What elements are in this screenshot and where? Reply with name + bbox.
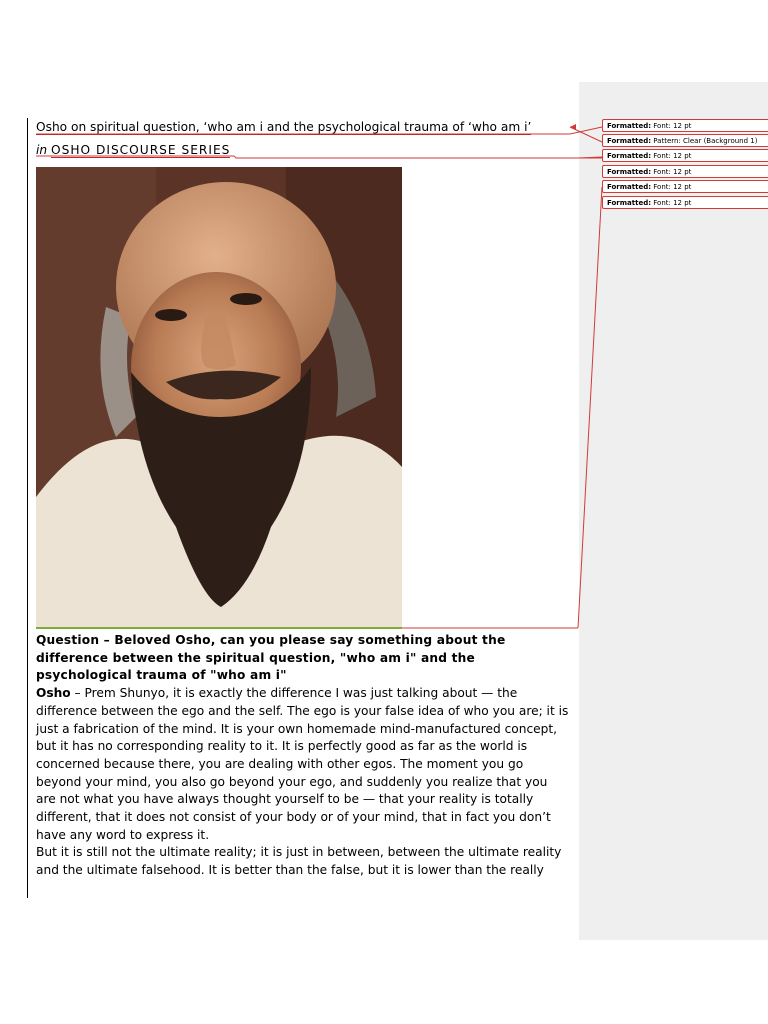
series-prefix: in [36, 143, 48, 157]
balloon-label: Formatted: [607, 122, 652, 130]
balloon-label: Formatted: [607, 199, 652, 207]
balloon-3[interactable] [602, 149, 768, 162]
series-line [36, 142, 230, 158]
answer-paragraph-2: But it is still not the ultimate reality; it is just in between, between the ultimate reality and the ultimate falsehood. It is better than the false, but it is lower than the really [36, 845, 562, 878]
question-paragraph: Question – Beloved Osho, can you please say something about the difference between the spiritual question, "who am i" and the psychological trauma of "who am i" [36, 633, 506, 683]
balloon-detail: Pattern: Clear (Background 1) [653, 137, 758, 145]
document-title [36, 119, 531, 135]
balloon-1[interactable] [602, 119, 768, 132]
balloon-label: Formatted: [607, 152, 652, 160]
title-text: Osho on spiritual question, ‘who am i and the psychological trauma of ‘who am i’ [36, 120, 532, 134]
balloon-label: Formatted: [607, 168, 652, 176]
answer-speaker: Osho [36, 686, 71, 701]
balloon-detail: Font: 12 pt [653, 183, 692, 191]
balloon-detail: Font: 12 pt [653, 199, 692, 207]
balloon-label: Formatted: [607, 183, 652, 191]
series-name: OSHO DISCOURSE SERIES [51, 143, 231, 157]
answer-paragraph [36, 685, 570, 844]
balloon-label: Formatted: [607, 137, 652, 145]
balloon-detail: Font: 12 pt [653, 152, 692, 160]
answer-text: – Prem Shunyo, it is exactly the difference I was just talking about — the difference between the ego and the self. The ego is your false idea of who you are; it is just a fabrication of the mind. It is your own homemade mind-manufactured concept, but it has no corresponding reality to it. It is perfectly good as far as the world is concerned because there, you are dealing with other egos. The moment you go beyond your mind, you also go beyond your ego, and suddenly you realize that you are not what you have always thought yourself to be — that your reality is totally different, that it does not consist of your body or of your mind, that in fact you don’t have any word to express it. [36, 686, 569, 842]
photo-bottom-border [36, 627, 402, 629]
portrait-photo [36, 167, 402, 628]
body-text [36, 632, 570, 880]
balloon-6[interactable] [602, 196, 768, 209]
balloon-4[interactable] [602, 165, 768, 178]
balloon-detail: Font: 12 pt [653, 122, 692, 130]
balloon-detail: Font: 12 pt [653, 168, 692, 176]
balloon-2[interactable] [602, 134, 768, 147]
balloon-5[interactable] [602, 180, 768, 193]
